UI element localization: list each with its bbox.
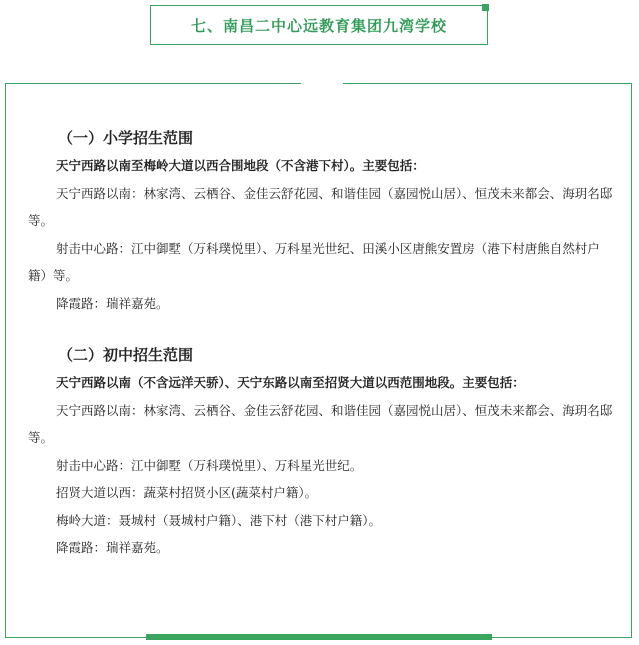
section-title-box [150,5,488,45]
content-body [28,124,618,562]
corner-decoration [482,4,489,11]
section-intro: 天宁西路以南（不含远洋天骄）、天宁东路以南至招贤大道以西范围地段。主要包括： [56,375,525,390]
bottom-accent-bar [146,634,492,640]
section-heading: （一）小学招生范围 [58,129,194,147]
list-item: 天宁西路以南：林家湾、云栖谷、金佳云舒花园、和谐佳园（嘉园悦山居）、恒茂未来都会、海玥名邸等。 [28,402,613,445]
section-title: 七、南昌二中心远教育集团九湾学校 [190,17,447,35]
list-item: 天宁西路以南：林家湾、云栖谷、金佳云舒花园、和谐佳园（嘉园悦山居）、恒茂未来都会、海玥名邸等。 [28,185,613,228]
frame-gap-decoration [301,80,343,86]
list-item: 射击中心路：江中御墅（万科璞悦里）、万科星光世纪。 [56,457,363,473]
list-item: 降霞路：瑞祥嘉苑。 [56,295,169,311]
section-heading: （二）初中招生范围 [58,346,194,364]
list-item: 降霞路：瑞祥嘉苑。 [56,540,169,555]
section-intro: 天宁西路以南至梅岭大道以西合围地段（不含港下村）。主要包括： [56,158,425,173]
section-primary-school [28,124,618,317]
list-item: 梅岭大道：聂城村（聂城村户籍）、港下村（港下村户籍）。 [56,512,382,528]
list-item: 射击中心路：江中御墅（万科璞悦里）、万科星光世纪、田溪小区唐熊安置房（港下村唐熊自然村户籍）等。 [28,240,600,283]
list-item: 招贤大道以西：蔬菜村招贤小区(蔬菜村户籍）。 [56,485,318,500]
section-middle-school [28,341,618,562]
